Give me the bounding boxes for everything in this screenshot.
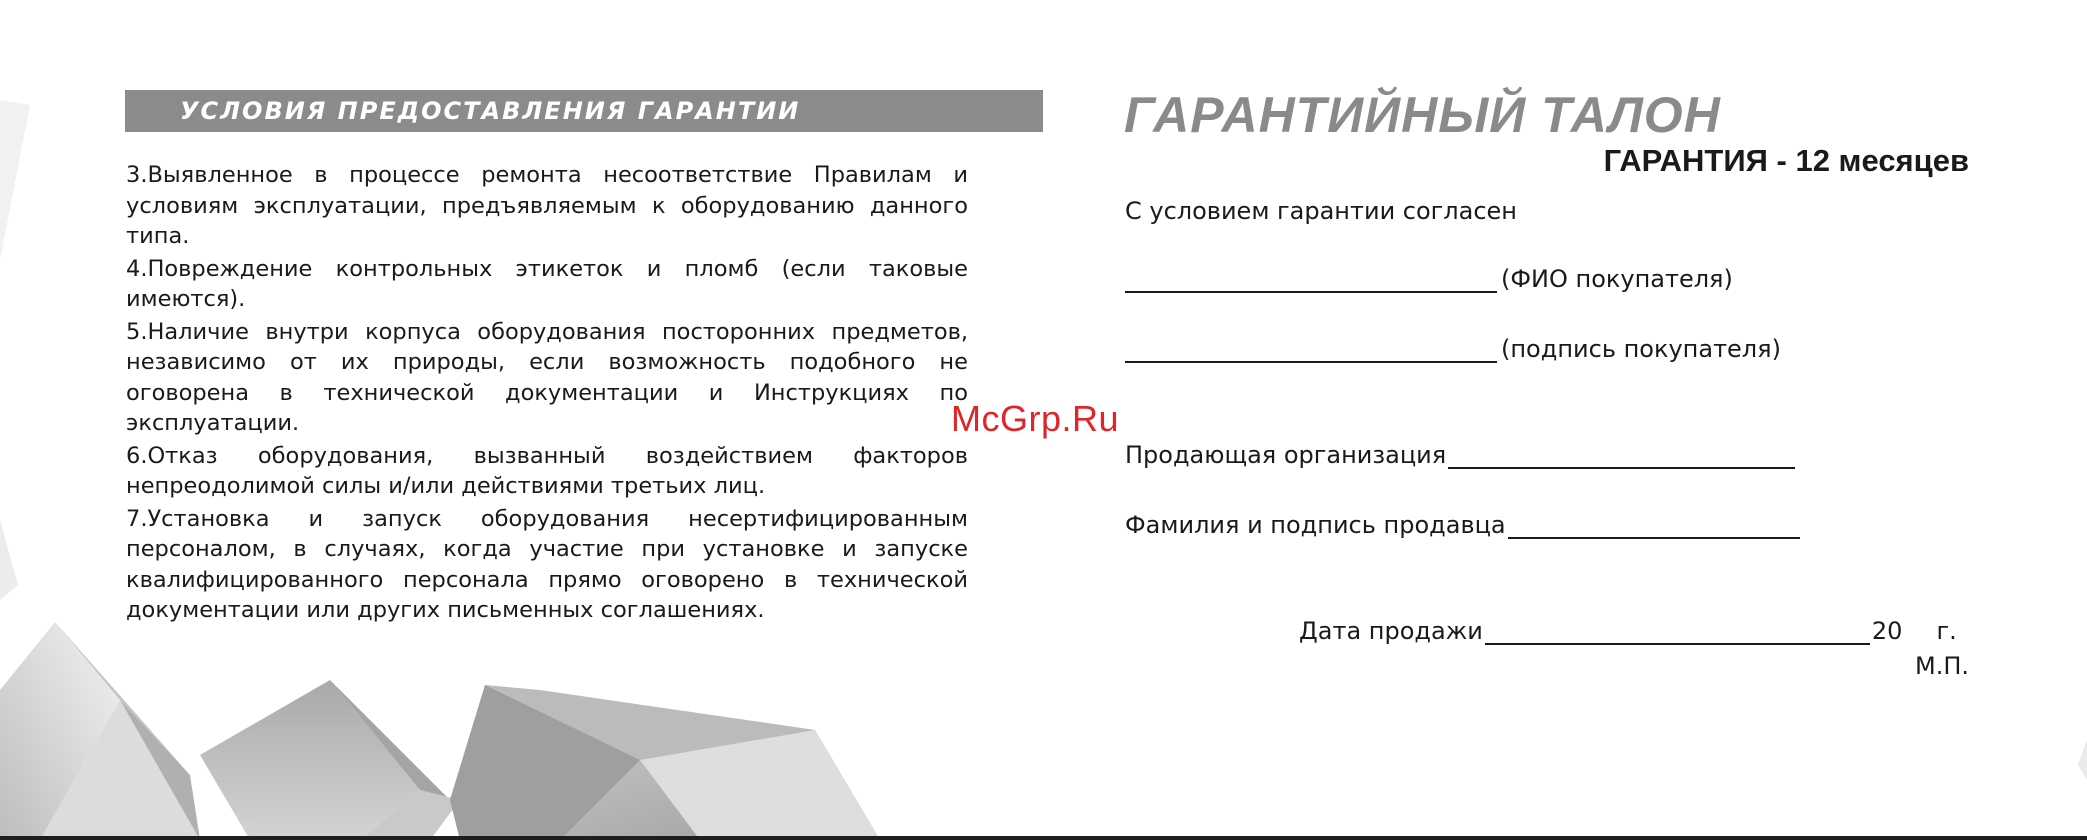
condition-item: 6.Отказ оборудования, вызванный воздействием факторов непреодолимой силы и/или действиями третьих лиц.: [126, 442, 968, 499]
agreement-text: С условием гарантии согласен: [1125, 197, 1517, 225]
condition-item: 7.Установка и запуск оборудования несертифицированным персоналом, в случаях, когда участие при установке и запуске квалифицированного персонала прямо оговорено в технической документации или других письменных соглашениях.: [126, 505, 968, 623]
warranty-period: ГАРАНТИЯ - 12 месяцев: [1603, 143, 1969, 178]
sale-date-label: Дата продажи: [1299, 617, 1483, 645]
seller-name-label: Фамилия и подпись продавца: [1125, 511, 1506, 539]
seller-name-blank[interactable]: [1508, 511, 1800, 539]
condition-item: 4.Повреждение контрольных этикеток и пломб (если таковые имеются).: [126, 255, 968, 312]
seller-organization-blank[interactable]: [1448, 441, 1795, 469]
warranty-conditions-list: [126, 160, 968, 628]
year-suffix: г.: [1936, 617, 1957, 645]
watermark-text: McGrp.Ru: [951, 398, 1120, 439]
warranty-card-title: ГАРАНТИЙНЫЙ ТАЛОН: [1124, 87, 1721, 143]
buyer-signature-blank[interactable]: [1125, 335, 1497, 363]
seller-organization-field: [1125, 441, 1795, 469]
buyer-name-blank[interactable]: [1125, 265, 1497, 293]
year-prefix: 20: [1871, 617, 1903, 645]
stamp-place-label: М.П.: [1914, 652, 1969, 680]
seller-organization-label: Продающая организация: [1125, 441, 1447, 469]
buyer-signature-field: [1125, 335, 1781, 363]
buyer-name-label: (ФИО покупателя): [1501, 265, 1733, 293]
condition-item: 5.Наличие внутри корпуса оборудования посторонних предметов, независимо от их природы, если возможность подобного не оговорена в технической документации и Инструкциях по эксплуатации.: [126, 318, 968, 436]
bottom-border-line: [0, 836, 2087, 840]
buyer-name-field: [1125, 265, 1733, 293]
conditions-header-title: УСЛОВИЯ ПРЕДОСТАВЛЕНИЯ ГАРАНТИИ: [180, 97, 801, 125]
sale-date-blank[interactable]: [1485, 617, 1870, 645]
sale-date-field: [1299, 617, 1957, 645]
condition-item: 3.Выявленное в процессе ремонта несоответствие Правилам и условиям эксплуатации, предъявляемым к оборудованию данного типа.: [126, 162, 968, 249]
buyer-signature-label: (подпись покупателя): [1501, 335, 1781, 363]
seller-name-field: [1125, 511, 1800, 539]
conditions-header-bar: [125, 90, 1043, 132]
